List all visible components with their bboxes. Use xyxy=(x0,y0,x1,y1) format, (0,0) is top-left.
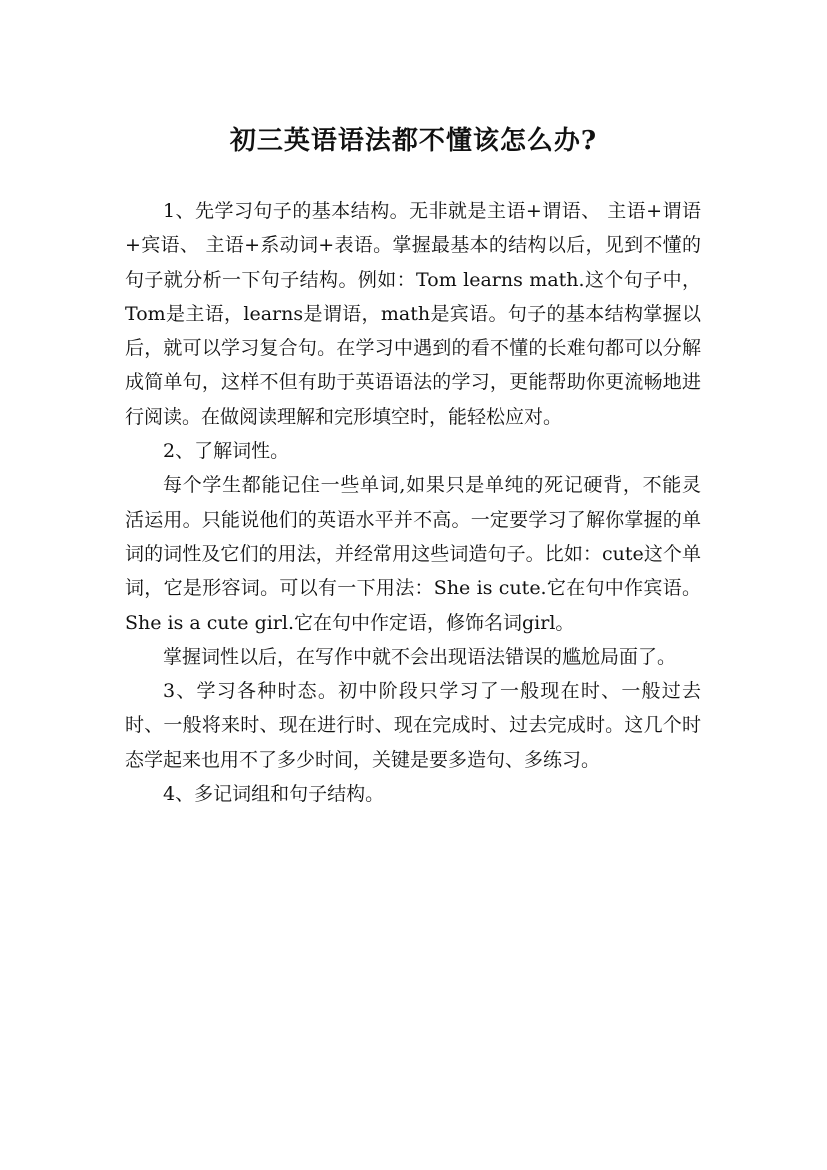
paragraph-part-of-speech-summary: 掌握词性以后，在写作中就不会出现语法错误的尴尬局面了。 xyxy=(163,645,677,668)
document-body xyxy=(125,194,701,811)
paragraph-part-of-speech-heading: 2、了解词性。 xyxy=(163,440,290,463)
paragraph-sentence-structure: 1、先学习句子的基本结构。无非就是主语+谓语、 主语+谓语+宾语、 主语+系动词+表语。掌握最基本的结构以后，见到不懂的句子就分析一下句子结构。例如：Tom learns math.这个句子中，Tom是主语，learns是谓语，math是宾语。句子的基本结构掌握以后，就可以学习复合句。在学习中遇到的看不懂的长难句都可以分解成简单句，这样不但有助于英语语法的学习，更能帮助你更流畅地进行阅读。在做阅读理解和完形填空时，能轻松应对。 xyxy=(125,200,701,428)
paragraph-tenses: 3、学习各种时态。初中阶段只学习了一般现在时、一般过去时、一般将来时、现在进行时、现在完成时、过去完成时。这几个时态学起来也用不了多少时间，关键是要多造句、多练习。 xyxy=(125,680,701,771)
document-title: 初三英语语法都不懂该怎么办? xyxy=(229,126,598,157)
paragraph-phrases: 4、多记词组和句子结构。 xyxy=(163,783,385,806)
paragraph-part-of-speech-detail: 每个学生都能记住一些单词,如果只是单纯的死记硬背，不能灵活运用。只能说他们的英语水平并不高。一定要学习了解你掌握的单词的词性及它们的用法，并经常用这些词造句子。比如：cute这个单词，它是形容词。可以有一下用法：She is cute.它在句中作宾语。She is a cute girl.它在句中作定语，修饰名词girl。 xyxy=(125,474,701,634)
